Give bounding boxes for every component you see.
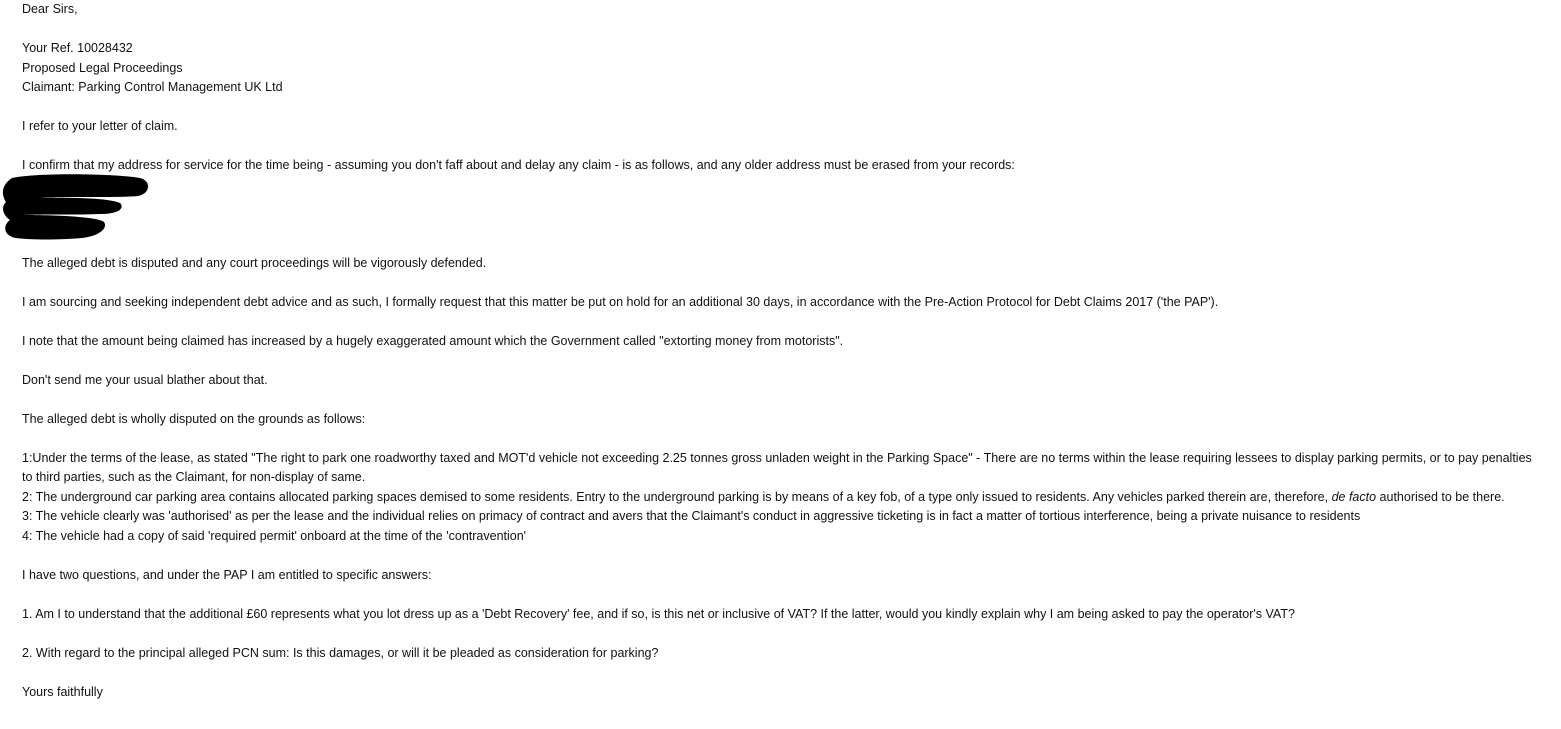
- spacer: [22, 20, 1542, 40]
- ground-2-emphasis: de facto: [1331, 489, 1377, 504]
- spacer: [22, 663, 1542, 683]
- spacer: [22, 429, 1542, 449]
- spacer: [22, 137, 1542, 157]
- redaction-shape: [3, 174, 148, 239]
- spacer: [22, 351, 1542, 371]
- paragraph-sourcing-advice: I am sourcing and seeking independent debt advice and as such, I formally request that this matter be put on hold for an additional 30 days, in accordance with the Pre-Action Protocol for Debt Claims 2017 ('the PAP').: [22, 294, 1219, 309]
- spacer: [22, 390, 1542, 410]
- spacer: [22, 273, 1542, 293]
- question-2: 2. With regard to the principal alleged PCN sum: Is this damages, or will it be pleaded as consideration for parking?: [22, 645, 659, 660]
- ground-2: [22, 488, 1542, 508]
- reference-line: Your Ref. 10028432: [22, 41, 133, 55]
- spacer: [22, 585, 1542, 605]
- address-redaction-scribble: [0, 174, 160, 244]
- signoff: Yours faithfully: [22, 684, 103, 699]
- paragraph-amount-claimed: I note that the amount being claimed has increased by a hugely exaggerated amount which the Government called "extorting money from motorists".: [22, 333, 844, 348]
- spacer: [22, 624, 1542, 644]
- claimant-line: Claimant: Parking Control Management UK Ltd: [22, 80, 283, 94]
- ground-4: 4: The vehicle had a copy of said 'required permit' onboard at the time of the 'contravention': [22, 528, 527, 543]
- salutation: Dear Sirs,: [22, 2, 78, 16]
- paragraph-blather: Don't send me your usual blather about that.: [22, 372, 268, 387]
- ground-1: 1:Under the terms of the lease, as stated "The right to park one roadworthy taxed and MOT'd vehicle not exceeding 2.25 tonnes gross unladen weight in the Parking Space" - There are no terms within the lease requiring lessees to display parking permits, or to pay penalties to third parties, such as the Claimant, for non-display of same.: [22, 450, 1532, 484]
- spacer: [22, 98, 1542, 118]
- paragraph-grounds-intro: The alleged debt is wholly disputed on the grounds as follows:: [22, 411, 366, 426]
- paragraph-confirm-address: I confirm that my address for service for the time being - assuming you don't faff about and delay any claim - is as follows, and any older address must be erased from your records:: [22, 158, 1015, 172]
- spacer: [22, 312, 1542, 332]
- subject-line: Proposed Legal Proceedings: [22, 60, 183, 75]
- ground-2-text-a: 2: The underground car parking area contains allocated parking spaces demised to some residents. Entry to the underground parking is by means of a key fob, of a type only issued to residents. Any vehicles parked therein are, therefore,: [22, 489, 1329, 504]
- letter-body: [22, 0, 1542, 702]
- paragraph-disputed: The alleged debt is disputed and any court proceedings will be vigorously defended.: [22, 255, 487, 270]
- redacted-address-area: [22, 176, 1542, 254]
- paragraph-questions-intro: I have two questions, and under the PAP I am entitled to specific answers:: [22, 567, 432, 582]
- question-1: 1. Am I to understand that the additional £60 represents what you lot dress up as a 'Debt Recovery' fee, and if so, is this net or inclusive of VAT? If the latter, would you kindly explain why I am being asked to pay the operator's VAT?: [22, 606, 1295, 621]
- ground-3: 3: The vehicle clearly was 'authorised' as per the lease and the individual relies on primacy of contract and avers that the Claimant's conduct in aggressive ticketing is in fact a matter of tortious interference, being a private nuisance to residents: [22, 509, 1361, 523]
- paragraph-refer: I refer to your letter of claim.: [22, 119, 178, 133]
- ground-2-text-b: authorised to be there.: [1379, 489, 1505, 504]
- spacer: [22, 546, 1542, 566]
